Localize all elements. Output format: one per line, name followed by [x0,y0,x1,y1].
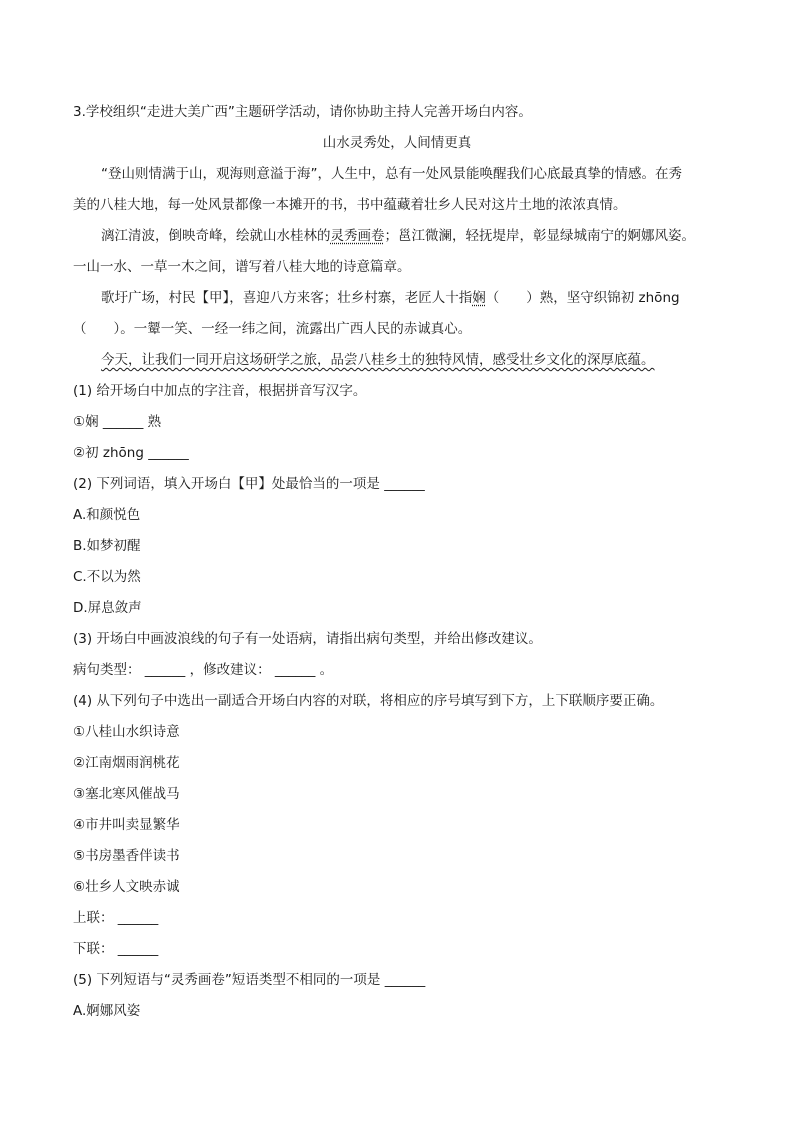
sub2-option-d: D.屏息敛声 [73,600,142,616]
sub4-option-1: ①八桂山水织诗意 [73,724,180,740]
passage-paragraph-1-line-2: 美的八桂大地，每一处风景都像一本摊开的书，书中蕴藏着壮乡人民对这片土地的浓浓真情。 [73,197,627,213]
passage-paragraph-3-line-1 [101,288,680,308]
sub4-option-4: ④市井叫卖显繁华 [73,817,180,833]
sub2-option-b: B.如梦初醒 [73,538,141,554]
passage-title: 山水灵秀处，人间情更真 [322,135,472,151]
passage-paragraph-3-line-2: （ ）。一颦一笑、一经一纬之间，流露出广西人民的赤诚真心。 [73,321,472,337]
sub2-option-c: C.不以为然 [73,569,141,585]
sub4-lower-line: 下联： ______ [73,941,159,957]
wavy-underlined-sentence: 今天，让我们一同开启这场研学之旅，品尝八桂乡土的独特风情，感受壮乡文化的深厚底蕴。 [101,352,655,368]
sub1-prompt: (1) 给开场白中加点的字注音，根据拼音写汉字。 [73,383,367,399]
sub4-option-3: ③塞北寒风催战马 [73,786,180,802]
sub4-upper-line: 上联： ______ [73,910,159,926]
sub3-answer-line: 病句类型： ______ ，修改建议： ______ 。 [73,662,334,678]
sub3-prompt: (3) 开场白中画波浪线的句子有一处语病，请指出病句类型，并给出修改建议。 [73,631,542,647]
sub5-prompt: (5) 下列短语与“灵秀画卷”短语类型不相同的一项是 ______ [73,972,426,988]
p3-text-c: （ ）熟，坚守织锦初 zhōng [485,290,680,306]
sub4-option-6: ⑥壮乡人文映赤诚 [73,879,180,895]
passage-paragraph-4 [101,350,655,370]
sub4-option-2: ②江南烟雨润桃花 [73,755,180,771]
sub1-item-b: ②初 zhōng ______ [73,445,189,461]
p2-text-a: 漓江清波，倒映奇峰，绘就山水桂林的 [101,228,331,244]
sub1-item-a: ①娴 ______ 熟 [73,414,162,430]
sub4-prompt: (4) 从下列句子中选出一副适合开场白内容的对联，将相应的序号填写到下方，上下联顺序要正确。 [73,693,664,709]
dotted-character: 娴 [472,290,486,306]
passage-paragraph-2-line-1 [101,226,695,246]
highlighted-phrase: 灵秀画卷 [330,228,385,244]
p3-text-a: 歌圩广场，村民【甲】，喜迎八方来客；壮乡村寨，老匠人十指 [101,290,473,306]
sub2-option-a: A.和颜悦色 [73,507,141,523]
sub5-option-a: A.婀娜风姿 [73,1003,141,1019]
passage-paragraph-1-line-1: “登山则情满于山，观海则意溢于海”，人生中，总有一处风景能唤醒我们心底最真挚的情感。在秀 [101,166,682,182]
passage-paragraph-2-line-2: 一山一水、一草一木之间，谱写着八桂大地的诗意篇章。 [73,259,411,275]
p2-text-c: ；邕江微澜，轻抚堤岸，彰显绿城南宁的婀娜风姿。 [384,228,695,244]
sub4-option-5: ⑤书房墨香伴读书 [73,848,180,864]
sub2-prompt: (2) 下列词语，填入开场白【甲】处最恰当的一项是 ______ [73,476,425,492]
question-stem: 3.学校组织“走进大美广西”主题研学活动，请你协助主持人完善开场白内容。 [73,104,532,120]
